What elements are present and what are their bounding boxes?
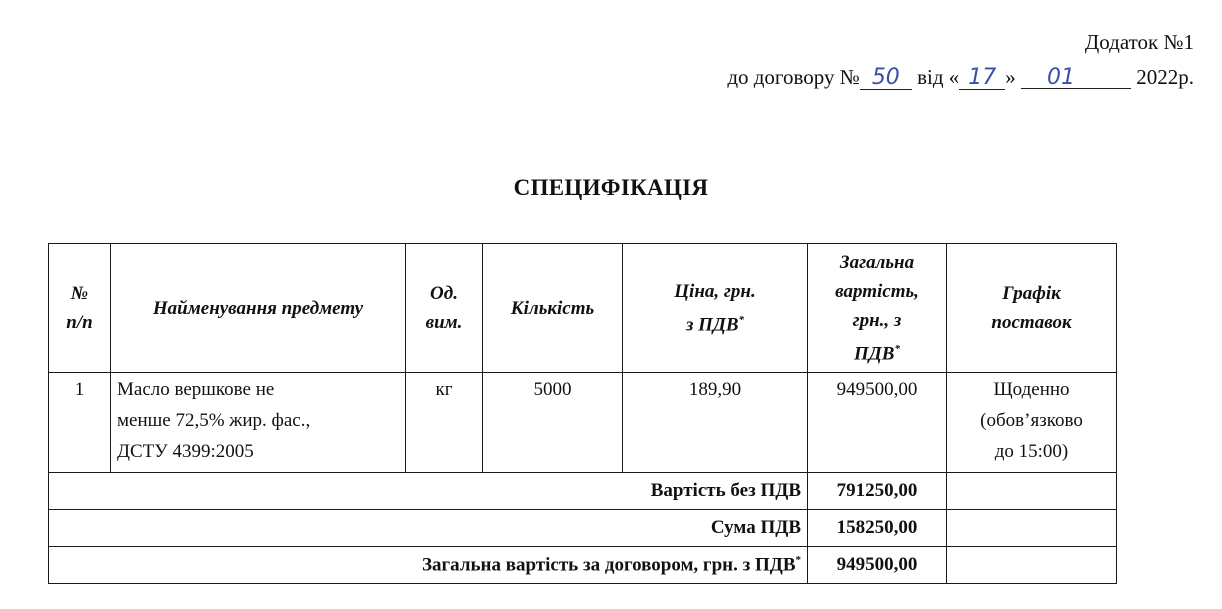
vat-label: Сума ПДВ	[49, 510, 808, 547]
empty-cell	[947, 547, 1117, 584]
contract-number: 50	[860, 67, 912, 90]
cell-number: 1	[49, 373, 111, 473]
contract-month: 01	[1021, 67, 1131, 89]
cell-name: Масло вершкове не менше 72,5% жир. фас., ДСТУ 4399:2005	[111, 373, 406, 473]
col-header-schedule: Графік поставок	[947, 244, 1117, 373]
quote-close: »	[1005, 65, 1016, 89]
annex-label: Додаток №1	[1084, 30, 1194, 54]
without-vat-value: 791250,00	[808, 473, 947, 510]
empty-cell	[947, 473, 1117, 510]
without-vat-label: Вартість без ПДВ	[49, 473, 808, 510]
vat-value: 158250,00	[808, 510, 947, 547]
table-row	[49, 373, 1117, 473]
col-header-number: № п/п	[49, 244, 111, 373]
col-header-price: Ціна, грн. з ПДВ*	[623, 244, 808, 373]
col-header-total: Загальна вартість, грн., з ПДВ*	[808, 244, 947, 373]
contract-reference	[727, 65, 1194, 90]
grand-total-label: Загальна вартість за договором, грн. з ПДВ*	[49, 547, 808, 584]
summary-row-vat	[49, 510, 1117, 547]
cell-price: 189,90	[623, 373, 808, 473]
summary-row-grand-total	[49, 547, 1117, 584]
summary-row-without-vat	[49, 473, 1117, 510]
empty-cell	[947, 510, 1117, 547]
col-header-name: Найменування предмету	[111, 244, 406, 373]
contract-day: 17	[959, 67, 1005, 90]
cell-quantity: 5000	[483, 373, 623, 473]
cell-unit: кг	[406, 373, 483, 473]
grand-total-value: 949500,00	[808, 547, 947, 584]
cell-total: 949500,00	[808, 373, 947, 473]
page-title: СПЕЦИФІКАЦІЯ	[513, 175, 709, 200]
contract-prefix: до договору №	[727, 65, 860, 89]
cell-schedule: Щоденно (обов’язково до 15:00)	[947, 373, 1117, 473]
table-header-row	[49, 244, 1117, 373]
contract-year: 2022р.	[1136, 65, 1194, 89]
col-header-unit: Од. вим.	[406, 244, 483, 373]
specification-table	[48, 243, 1117, 584]
col-header-quantity: Кількість	[483, 244, 623, 373]
from-label: від «	[917, 65, 960, 89]
